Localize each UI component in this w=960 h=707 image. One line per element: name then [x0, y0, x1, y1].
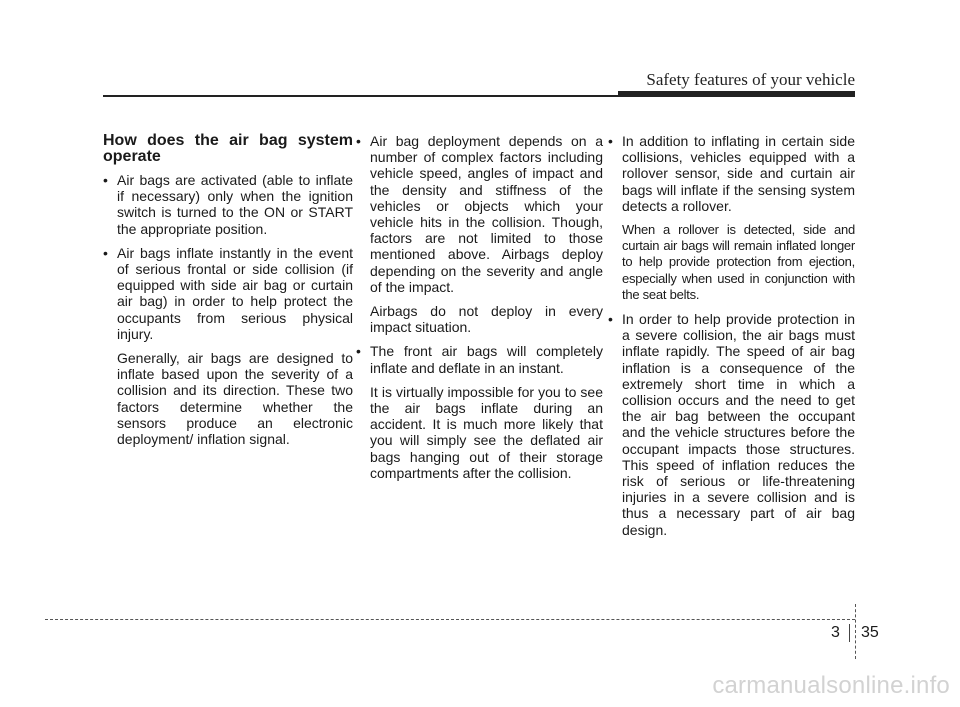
header-rule-accent [618, 91, 855, 97]
bullet-text: In order to help provide protection in a severe collision, the air bags must inflate rapidly. The speed of air bag inflation is a consequence of the extremely short time in which a collision occurs and the need to get the air bag between the occupant and the vehicle structures before the occupant impacts those structures. This speed of inflation reduces the risk of serious or life-threatening injuries in a severe collision and is thus a necessary part of air bag design. [622, 311, 855, 538]
paragraph: Airbags do not deploy in every impact situation. [370, 303, 603, 336]
paragraph: It is virtually impossible for you to see the air bags inflate during an accident. It is much more likely that you will simply see the deflated air bags hanging out of their storage compartments after the collision. [370, 383, 603, 481]
column-3 [608, 133, 855, 546]
watermark: carmanualsonline.info [712, 672, 950, 699]
bullet-text: Air bag deployment depends on a number of complex factors including vehicle speed, angles of impact and the density and stiffness of the vehicles or objects which your vehicle hits in the collision. Though, factors are not limited to those mentioned above. Airbags deploy depending on the severity and angle of the impact. [370, 133, 603, 295]
bullet-text: In addition to inflating in certain side collisions, vehicles equipped with a rollover sensor, side and curtain air bags will inflate if the sensing system detects a rollover. [622, 133, 855, 214]
bullet-text: Air bags inflate instantly in the event of serious frontal or side collision (if equipped with side air bag or curtain air bag) in order to help protect the occupants from serious physical injury. [117, 244, 353, 342]
chapter-number: 3 [831, 624, 840, 641]
footer-divider [855, 604, 856, 659]
bullet-item [356, 343, 603, 375]
bullet-icon: • [103, 244, 108, 261]
bullet-icon: • [103, 172, 108, 188]
bullet-item [356, 133, 603, 295]
paragraph: When a rollover is detected, side and curtain air bags will remain inflated longer to help provide protection from ejection, especially when used in conjunction with the seat belts. [622, 222, 855, 302]
bullet-icon: • [356, 133, 361, 149]
footer-rule [45, 619, 855, 620]
bullet-icon: • [356, 343, 361, 360]
running-header: Safety features of your vehicle [646, 70, 855, 89]
bullet-icon: • [608, 133, 613, 149]
bullet-item [103, 172, 353, 237]
bullet-item [608, 311, 855, 538]
section-heading: How does the air bag system operate [103, 132, 353, 165]
bullet-icon: • [608, 311, 613, 328]
column-1 [103, 133, 353, 455]
bullet-item [608, 133, 855, 214]
page-number: 35 [861, 624, 879, 641]
bullet-text: The front air bags will completely inflate and deflate in an instant. [370, 343, 603, 376]
bullet-text: Air bags are activated (able to inflate if necessary) only when the ignition switch is turned to the ON or START the appropriate position. [117, 172, 353, 237]
column-2 [356, 133, 603, 489]
paragraph: Generally, air bags are designed to inflate based upon the severity of a collision and its direction. These two factors determine whether the sensors produce an electronic deployment/ inflation signal. [117, 350, 353, 448]
bullet-item [103, 245, 353, 342]
page-number-divider [849, 624, 850, 642]
